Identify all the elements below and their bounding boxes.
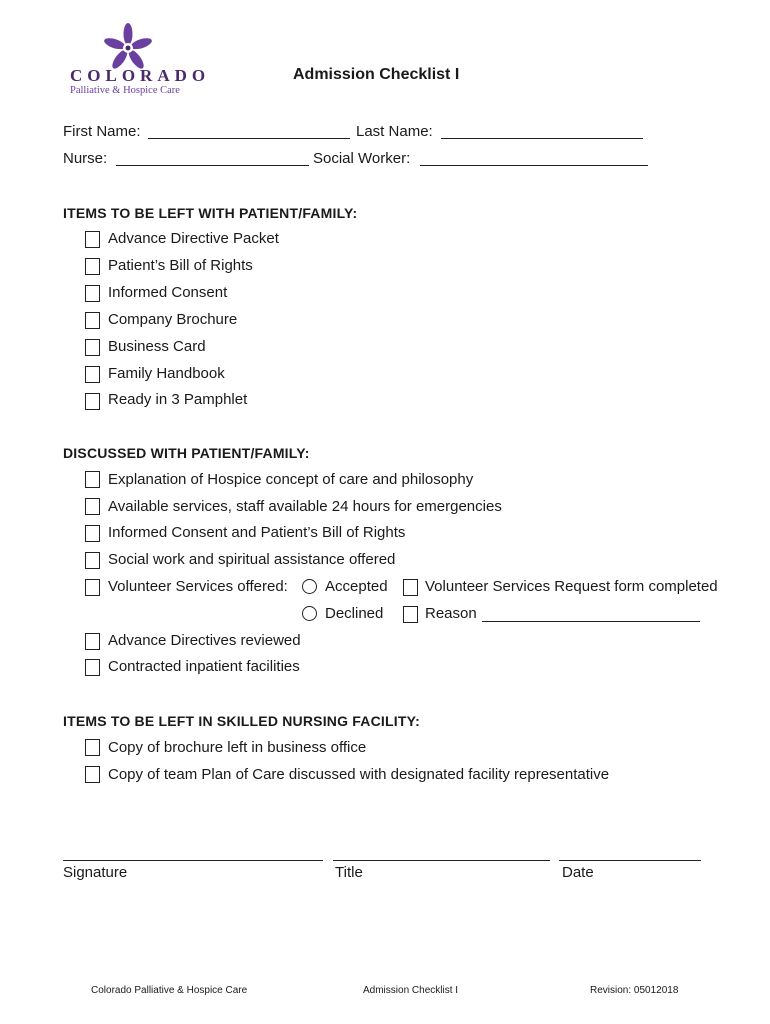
item-label: Contracted inpatient facilities xyxy=(108,658,300,675)
checkbox-request-form-completed[interactable] xyxy=(403,579,418,596)
radio-declined[interactable] xyxy=(302,606,317,621)
item-label: Company Brochure xyxy=(108,311,238,328)
reason-label: Reason xyxy=(425,605,477,622)
checkbox-ready-in-3-pamphlet[interactable] xyxy=(85,393,100,410)
section-heading-left-with-patient: ITEMS TO BE LEFT WITH PATIENT/FAMILY: xyxy=(63,205,358,221)
checkbox-informed-consent[interactable] xyxy=(85,285,100,302)
first-name-label: First Name: xyxy=(63,123,141,140)
item-label: Copy of brochure left in business office xyxy=(108,739,367,756)
request-form-label: Volunteer Services Request form completed xyxy=(425,578,718,595)
date-label: Date xyxy=(562,864,594,881)
title-line[interactable] xyxy=(333,860,550,861)
last-name-label: Last Name: xyxy=(356,123,433,140)
item-label: Available services, staff available 24 hours for emergencies xyxy=(108,498,502,515)
checkbox-family-handbook[interactable] xyxy=(85,366,100,383)
item-label: Ready in 3 Pamphlet xyxy=(108,391,248,408)
checkbox-brochure-business-office[interactable] xyxy=(85,739,100,756)
volunteer-label: Volunteer Services offered: xyxy=(108,578,288,595)
reason-field[interactable] xyxy=(482,621,700,622)
checkbox-reason[interactable] xyxy=(403,606,418,623)
social-worker-label: Social Worker: xyxy=(313,150,411,167)
social-worker-field[interactable] xyxy=(420,165,648,166)
item-label: Business Card xyxy=(108,338,206,355)
nurse-field[interactable] xyxy=(116,165,309,166)
title-label: Title xyxy=(335,864,363,881)
item-label: Informed Consent and Patient’s Bill of Rights xyxy=(108,524,406,541)
checkbox-contracted-inpatient[interactable] xyxy=(85,659,100,676)
checkbox-volunteer-services[interactable] xyxy=(85,579,100,596)
item-label: Advance Directive Packet xyxy=(108,230,279,247)
footer-right: Revision: 05012018 xyxy=(590,985,679,996)
item-label: Patient’s Bill of Rights xyxy=(108,257,253,274)
logo-subtitle: Palliative & Hospice Care xyxy=(70,85,180,96)
first-name-field[interactable] xyxy=(148,138,350,139)
last-name-field[interactable] xyxy=(441,138,643,139)
company-logo xyxy=(62,20,211,100)
star-flower-icon xyxy=(62,20,202,72)
item-label: Informed Consent xyxy=(108,284,228,301)
accepted-label: Accepted xyxy=(325,578,388,595)
checkbox-advance-directives-reviewed[interactable] xyxy=(85,633,100,650)
logo-wordmark: COLORADO xyxy=(70,66,211,85)
section-heading-skilled-nursing: ITEMS TO BE LEFT IN SKILLED NURSING FACILITY: xyxy=(63,713,420,729)
item-label: Family Handbook xyxy=(108,365,225,382)
item-label: Social work and spiritual assistance offered xyxy=(108,551,396,568)
checkbox-available-services[interactable] xyxy=(85,498,100,515)
item-label: Explanation of Hospice concept of care and philosophy xyxy=(108,471,474,488)
checkbox-company-brochure[interactable] xyxy=(85,312,100,329)
declined-label: Declined xyxy=(325,605,384,622)
checkbox-consent-and-rights[interactable] xyxy=(85,525,100,542)
checkbox-social-work[interactable] xyxy=(85,552,100,569)
radio-accepted[interactable] xyxy=(302,579,317,594)
checkbox-plan-of-care[interactable] xyxy=(85,766,100,783)
signature-label: Signature xyxy=(63,864,128,881)
item-label: Copy of team Plan of Care discussed with designated facility representative xyxy=(108,766,610,783)
checkbox-business-card[interactable] xyxy=(85,339,100,356)
section-heading-discussed: DISCUSSED WITH PATIENT/FAMILY: xyxy=(63,445,310,461)
footer-left: Colorado Palliative & Hospice Care xyxy=(91,985,248,996)
signature-line[interactable] xyxy=(63,860,323,861)
nurse-label: Nurse: xyxy=(63,150,108,167)
page-title: Admission Checklist I xyxy=(293,66,460,83)
footer-center: Admission Checklist I xyxy=(363,985,459,996)
checkbox-bill-of-rights[interactable] xyxy=(85,258,100,275)
date-line[interactable] xyxy=(559,860,701,861)
checkbox-advance-directive-packet[interactable] xyxy=(85,231,100,248)
checkbox-hospice-concept[interactable] xyxy=(85,471,100,488)
item-label: Advance Directives reviewed xyxy=(108,632,301,649)
